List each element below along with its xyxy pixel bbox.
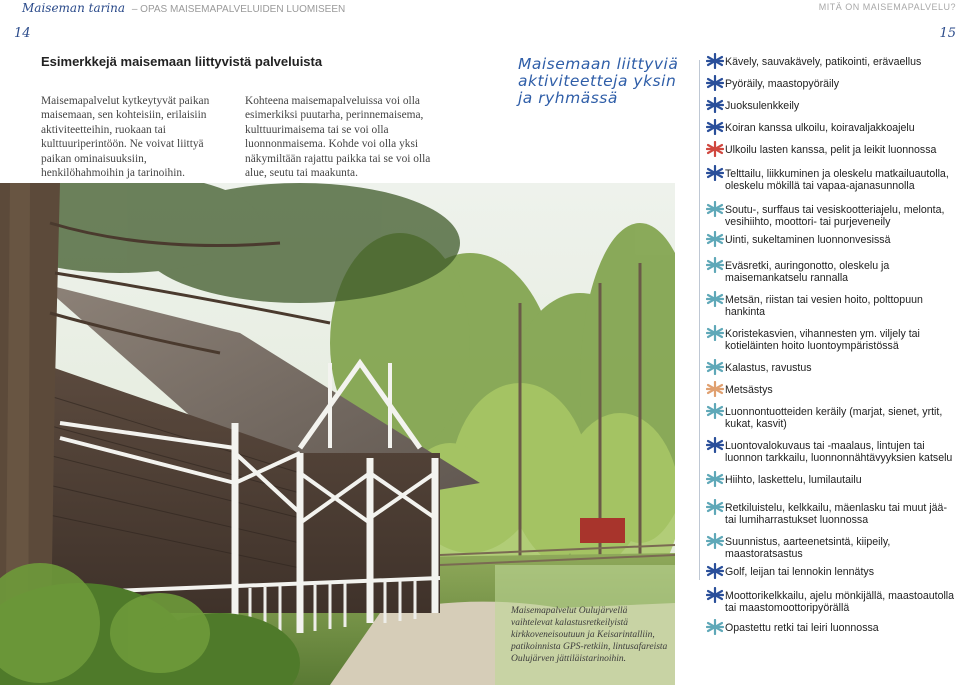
activity-item — [705, 536, 955, 561]
activities-title: Maisemaan liittyviä aktiviteetteja yksin ja ryhmässä — [518, 55, 679, 107]
activity-item — [705, 144, 955, 156]
asterisk-icon — [706, 257, 724, 273]
asterisk-icon — [706, 201, 724, 217]
intro-column-2: Kohteena maisemapalveluissa voi olla esimerkiksi puutarha, perinnemaisema, kulttuurimaisema tai se voi olla luonnonmaisema. Kohde voi olla yksi näkymiltään rajattu paikka tai se voi olla alue, seutu tai maakunta. — [245, 95, 431, 180]
activity-item — [705, 502, 955, 527]
activity-item — [705, 168, 955, 193]
asterisk-icon — [706, 141, 724, 157]
activity-label: Kävely, sauvakävely, patikointi, erävaellus — [725, 56, 922, 68]
asterisk-icon — [706, 53, 724, 69]
activity-item — [705, 328, 955, 353]
asterisk-icon — [706, 499, 724, 515]
activity-label: Metsän, riistan tai vesien hoito, polttopuun hankinta — [725, 294, 923, 319]
activity-label: Hiihto, laskettelu, lumilautailu — [725, 474, 862, 486]
activity-label: Opastettu retki tai leiri luonnossa — [725, 622, 879, 634]
activity-label: Kalastus, ravustus — [725, 362, 812, 374]
activity-item — [705, 566, 955, 578]
publication-subtitle: – OPAS MAISEMAPALVELUIDEN LUOMISEEN — [131, 4, 346, 15]
asterisk-icon — [706, 359, 724, 375]
activity-label: Luontovalokuvaus tai -maalaus, lintujen tai luonnon tarkkailu, luonnonnähtävyyksien katselu — [725, 440, 953, 465]
asterisk-icon — [706, 437, 724, 453]
activity-label: Metsästys — [725, 384, 773, 396]
section-heading: Esimerkkejä maisemaan liittyvistä palveluista — [41, 54, 323, 69]
page-number-left: 14 — [14, 26, 31, 41]
intro-column-1: Maisemapalvelut kytkeytyvät paikan maisemaan, sen kohteisiin, erilaisiin aktiviteetteihin, ruokaan tai kulttuuriperintöön. Ne voivat liittyä paikan ominaisuuksiin, henkilöhahmoihin ja tarinoihin. — [41, 95, 210, 180]
page-number-right: 15 — [939, 26, 956, 41]
asterisk-icon — [706, 119, 724, 135]
activity-label: Telttailu, liikkuminen ja oleskelu matkailuautolla, oleskelu mökillä tai vapaa-ajanasunnolla — [725, 168, 949, 193]
activity-item — [705, 122, 955, 134]
activity-label: Luonnontuotteiden keräily (marjat, sienet, yrtit, kukat, kasvit) — [725, 406, 943, 431]
asterisk-icon — [706, 533, 724, 549]
asterisk-icon — [706, 97, 724, 113]
activity-label: Ulkoilu lasten kanssa, pelit ja leikit luonnossa — [725, 144, 937, 156]
asterisk-icon — [706, 403, 724, 419]
activity-label: Retkiluistelu, kelkkailu, mäenlasku tai muut jää- tai lumiharrastukset luonnossa — [725, 502, 947, 527]
asterisk-icon — [706, 563, 724, 579]
activity-item — [705, 590, 955, 615]
activity-label: Eväsretki, auringonotto, oleskelu ja maisemankatselu rannalla — [725, 260, 890, 285]
activity-item — [705, 260, 955, 285]
activity-item — [705, 362, 955, 374]
asterisk-icon — [706, 75, 724, 91]
activity-label: Moottorikelkkailu, ajelu mönkijällä, maastoautolla tai maastomoottoripyörällä — [725, 590, 955, 615]
activity-item — [705, 78, 955, 90]
asterisk-icon — [706, 165, 724, 181]
activity-label: Koristekasvien, vihannesten ym. viljely tai kotieläinten hoito luontoympäristössä — [725, 328, 920, 353]
asterisk-icon — [706, 381, 724, 397]
activity-label: Suunnistus, aarteenetsintä, kiipeily, maastoratsastus — [725, 536, 891, 561]
column-divider — [699, 60, 700, 580]
activity-label: Koiran kanssa ulkoilu, koiravaljakkoajelu — [725, 122, 915, 134]
photo-caption: Maisemapalvelut Oulujärvellä vaihtelevat kalastusretkeilyistä kirkkoveneisoutuun ja Keisarintalliin, patikoinnista GPS-retkiin, lintusafareista Oulujärven jättiläistarinoihin. — [511, 606, 668, 664]
asterisk-icon — [706, 587, 724, 603]
activity-item — [705, 406, 955, 431]
asterisk-icon — [706, 231, 724, 247]
activity-item — [705, 474, 955, 486]
activity-item — [705, 294, 955, 319]
running-header-left — [22, 1, 345, 15]
activity-item — [705, 622, 955, 634]
activity-item — [705, 56, 955, 68]
activity-label: Pyöräily, maastopyöräily — [725, 78, 840, 90]
asterisk-icon — [706, 291, 724, 307]
activity-item — [705, 100, 955, 112]
activity-item — [705, 204, 955, 229]
activity-label: Soutu-, surffaus tai vesiskootteriajelu, melonta, vesihiihto, moottori- tai purjeveneily — [725, 204, 945, 229]
asterisk-icon — [706, 471, 724, 487]
asterisk-icon — [706, 325, 724, 341]
asterisk-icon — [706, 619, 724, 635]
activity-item — [705, 384, 955, 396]
activity-label: Golf, leijan tai lennokin lennätys — [725, 566, 874, 578]
activity-item — [705, 440, 955, 465]
activity-label: Uinti, sukeltaminen luonnonvesissä — [725, 234, 891, 246]
activity-item — [705, 234, 955, 246]
publication-title: Maiseman tarina — [22, 1, 126, 15]
activity-label: Juoksulenkkeily — [725, 100, 800, 112]
running-header-right: MITÄ ON MAISEMAPALVELU? — [818, 2, 956, 12]
